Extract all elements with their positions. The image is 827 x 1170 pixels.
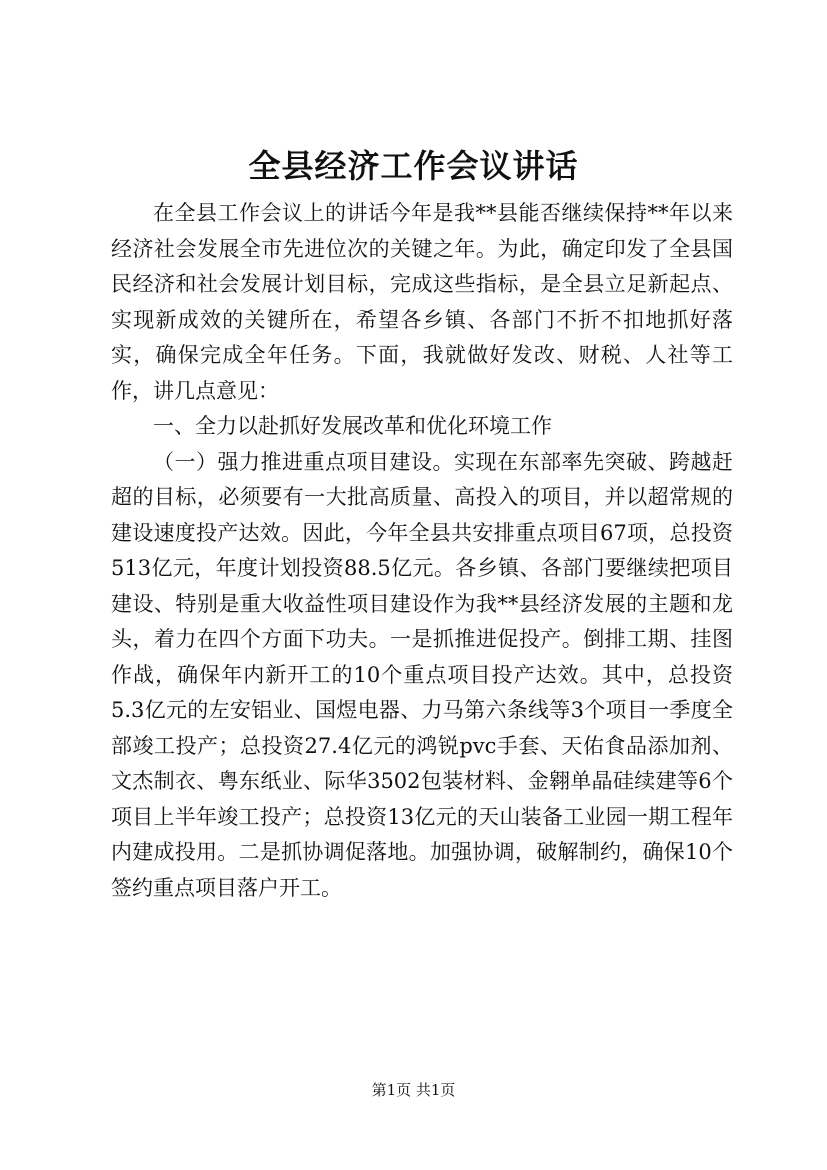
paragraph-intro: 在全县工作会议上的讲话今年是我**县能否继续保持**年以来经济社会发展全市先进位次的关键之年。为此，确定印发了全县国民经济和社会发展计划目标，完成这些指标，是全县立足新起点、实现新成效的关键所在，希望各乡镇、各部门不折不扣地抓好落实，确保完成全年任务。下面，我就做好发改、财税、人社等工作，讲几点意见： <box>111 201 733 403</box>
section-heading: 一、全力以赴抓好发展改革和优化环境工作 <box>153 414 552 438</box>
paragraph-project-construction: （一）强力推进重点项目建设。实现在东部率先突破、跨越赶超的目标，必须要有一大批高质量、高投入的项目，并以超常规的建设速度投产达效。因此，今年全县共安排重点项目67项，总投资513亿元，年度计划投资88.5亿元。各乡镇、各部门要继续把项目建设、特别是重大收益性项目建设作为我**县经济发展的主题和龙头，着力在四个方面下功夫。一是抓推进促投产。倒排工期、挂图作战，确保年内新开工的10个重点项目投产达效。其中，总投资5.3亿元的左安铝业、国煜电器、力马第六条线等3个项目一季度全部竣工投产；总投资27.4亿元的鸿锐pvc手套、天佑食品添加剂、文杰制衣、粤东纸业、际华3502包装材料、金翱单晶硅续建等6个项目上半年竣工投产；总投资13亿元的天山装备工业园一期工程年内建成投用。二是抓协调促落地。加强协调，破解制约，确保10个签约重点项目落户开工。 <box>111 449 733 900</box>
page-footer: 第1页 共1页 <box>371 1081 456 1099</box>
page-title: 全县经济工作会议讲话 <box>248 147 579 185</box>
document-body <box>111 196 733 906</box>
